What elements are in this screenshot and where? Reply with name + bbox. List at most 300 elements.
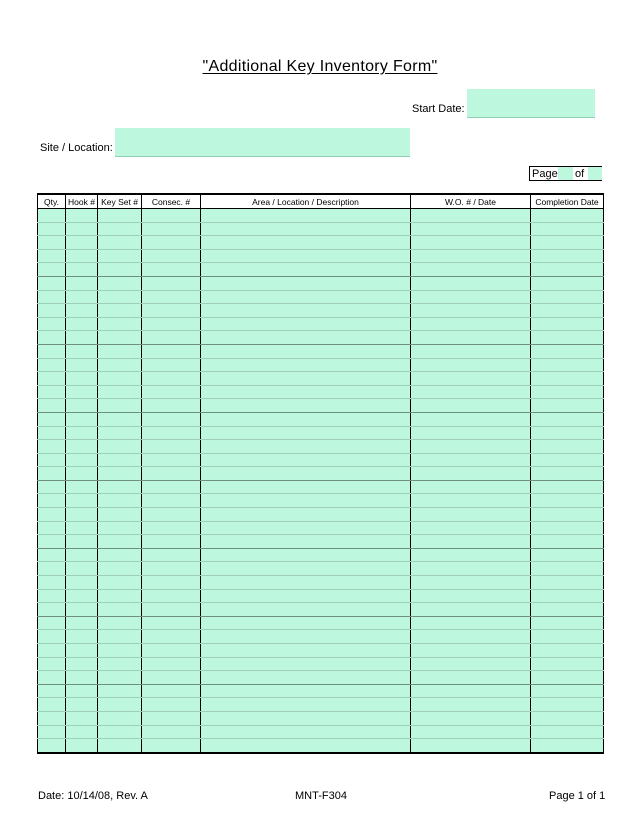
table-cell[interactable] bbox=[531, 671, 604, 685]
table-cell[interactable] bbox=[201, 399, 411, 413]
table-cell[interactable] bbox=[38, 508, 66, 522]
table-cell[interactable] bbox=[98, 372, 142, 386]
table-cell[interactable] bbox=[66, 698, 98, 712]
table-cell[interactable] bbox=[531, 209, 604, 223]
table-cell[interactable] bbox=[38, 589, 66, 603]
table-cell[interactable] bbox=[98, 276, 142, 290]
table-cell[interactable] bbox=[201, 698, 411, 712]
table-cell[interactable] bbox=[201, 480, 411, 494]
table-cell[interactable] bbox=[98, 480, 142, 494]
table-row bbox=[38, 290, 604, 304]
table-cell[interactable] bbox=[66, 399, 98, 413]
table-cell[interactable] bbox=[201, 603, 411, 617]
table-cell[interactable] bbox=[66, 344, 98, 358]
table-cell[interactable] bbox=[98, 440, 142, 454]
table-cell[interactable] bbox=[201, 725, 411, 739]
table-cell[interactable] bbox=[531, 467, 604, 481]
table-cell[interactable] bbox=[38, 426, 66, 440]
table-cell[interactable] bbox=[142, 344, 201, 358]
table-cell[interactable] bbox=[98, 412, 142, 426]
table-cell[interactable] bbox=[142, 644, 201, 658]
table-cell[interactable] bbox=[531, 508, 604, 522]
table-cell[interactable] bbox=[98, 603, 142, 617]
table-cell[interactable] bbox=[201, 412, 411, 426]
table-cell[interactable] bbox=[98, 222, 142, 236]
table-cell[interactable] bbox=[38, 276, 66, 290]
table-cell[interactable] bbox=[142, 480, 201, 494]
table-cell[interactable] bbox=[98, 453, 142, 467]
table-cell[interactable] bbox=[201, 671, 411, 685]
table-cell[interactable] bbox=[411, 249, 531, 263]
table-cell[interactable] bbox=[411, 725, 531, 739]
page-number-field[interactable] bbox=[558, 167, 573, 180]
table-cell[interactable] bbox=[411, 508, 531, 522]
table-cell[interactable] bbox=[38, 739, 66, 753]
table-cell[interactable] bbox=[142, 562, 201, 576]
table-cell[interactable] bbox=[142, 630, 201, 644]
table-cell[interactable] bbox=[411, 358, 531, 372]
table-cell[interactable] bbox=[38, 236, 66, 250]
table-cell[interactable] bbox=[531, 616, 604, 630]
table-cell[interactable] bbox=[66, 603, 98, 617]
table-cell[interactable] bbox=[38, 209, 66, 223]
table-cell[interactable] bbox=[531, 412, 604, 426]
table-cell[interactable] bbox=[142, 739, 201, 753]
table-cell[interactable] bbox=[38, 548, 66, 562]
table-cell[interactable] bbox=[201, 548, 411, 562]
table-cell[interactable] bbox=[66, 562, 98, 576]
table-cell[interactable] bbox=[411, 236, 531, 250]
table-cell[interactable] bbox=[38, 576, 66, 590]
site-location-field[interactable] bbox=[115, 128, 410, 157]
table-cell[interactable] bbox=[531, 317, 604, 331]
table-cell[interactable] bbox=[66, 725, 98, 739]
table-cell[interactable] bbox=[98, 684, 142, 698]
table-cell[interactable] bbox=[38, 562, 66, 576]
table-cell[interactable] bbox=[98, 616, 142, 630]
table-cell[interactable] bbox=[66, 453, 98, 467]
table-cell[interactable] bbox=[142, 331, 201, 345]
table-cell[interactable] bbox=[98, 426, 142, 440]
table-cell[interactable] bbox=[142, 317, 201, 331]
page-indicator bbox=[529, 166, 602, 181]
table-cell[interactable] bbox=[66, 440, 98, 454]
table-cell[interactable] bbox=[531, 589, 604, 603]
table-cell[interactable] bbox=[201, 440, 411, 454]
table-cell[interactable] bbox=[411, 290, 531, 304]
table-cell[interactable] bbox=[411, 276, 531, 290]
table-cell[interactable] bbox=[142, 426, 201, 440]
table-cell[interactable] bbox=[142, 671, 201, 685]
table-cell[interactable] bbox=[38, 494, 66, 508]
table-cell[interactable] bbox=[38, 684, 66, 698]
table-cell[interactable] bbox=[38, 603, 66, 617]
table-cell[interactable] bbox=[38, 644, 66, 658]
table-cell[interactable] bbox=[201, 644, 411, 658]
table-cell[interactable] bbox=[411, 630, 531, 644]
table-cell[interactable] bbox=[38, 358, 66, 372]
table-cell[interactable] bbox=[411, 589, 531, 603]
table-cell[interactable] bbox=[531, 453, 604, 467]
table-cell[interactable] bbox=[411, 344, 531, 358]
table-cell[interactable] bbox=[38, 453, 66, 467]
table-cell[interactable] bbox=[201, 494, 411, 508]
table-cell[interactable] bbox=[142, 372, 201, 386]
table-cell[interactable] bbox=[142, 290, 201, 304]
table-cell[interactable] bbox=[66, 249, 98, 263]
table-cell[interactable] bbox=[98, 399, 142, 413]
table-cell[interactable] bbox=[66, 372, 98, 386]
table-cell[interactable] bbox=[66, 358, 98, 372]
table-cell[interactable] bbox=[142, 725, 201, 739]
table-cell[interactable] bbox=[66, 671, 98, 685]
table-cell[interactable] bbox=[531, 725, 604, 739]
table-cell[interactable] bbox=[66, 711, 98, 725]
table-cell[interactable] bbox=[201, 576, 411, 590]
table-cell[interactable] bbox=[98, 548, 142, 562]
header-hook: Hook # bbox=[66, 194, 98, 209]
table-cell[interactable] bbox=[201, 426, 411, 440]
table-cell[interactable] bbox=[411, 711, 531, 725]
table-cell[interactable] bbox=[201, 508, 411, 522]
table-cell[interactable] bbox=[411, 331, 531, 345]
table-cell[interactable] bbox=[38, 290, 66, 304]
table-cell[interactable] bbox=[66, 521, 98, 535]
table-row bbox=[38, 616, 604, 630]
table-cell[interactable] bbox=[531, 426, 604, 440]
table-cell[interactable] bbox=[411, 480, 531, 494]
table-cell[interactable] bbox=[411, 603, 531, 617]
table-cell[interactable] bbox=[142, 616, 201, 630]
table-cell[interactable] bbox=[142, 263, 201, 277]
table-cell[interactable] bbox=[411, 467, 531, 481]
table-cell[interactable] bbox=[98, 236, 142, 250]
table-cell[interactable] bbox=[142, 276, 201, 290]
table-cell[interactable] bbox=[531, 440, 604, 454]
table-cell[interactable] bbox=[531, 290, 604, 304]
table-cell[interactable] bbox=[38, 535, 66, 549]
table-cell[interactable] bbox=[142, 548, 201, 562]
table-cell[interactable] bbox=[201, 317, 411, 331]
table-cell[interactable] bbox=[66, 576, 98, 590]
table-cell[interactable] bbox=[66, 222, 98, 236]
table-cell[interactable] bbox=[66, 548, 98, 562]
table-cell[interactable] bbox=[38, 331, 66, 345]
table-cell[interactable] bbox=[411, 521, 531, 535]
table-cell[interactable] bbox=[38, 385, 66, 399]
table-cell[interactable] bbox=[142, 440, 201, 454]
table-cell[interactable] bbox=[531, 548, 604, 562]
table-cell[interactable] bbox=[411, 304, 531, 318]
table-cell[interactable] bbox=[66, 535, 98, 549]
table-cell[interactable] bbox=[66, 480, 98, 494]
table-cell[interactable] bbox=[98, 209, 142, 223]
table-cell[interactable] bbox=[98, 739, 142, 753]
table-cell[interactable] bbox=[142, 453, 201, 467]
table-cell[interactable] bbox=[411, 440, 531, 454]
table-cell[interactable] bbox=[142, 249, 201, 263]
table-cell[interactable] bbox=[142, 222, 201, 236]
table-cell[interactable] bbox=[38, 725, 66, 739]
table-cell[interactable] bbox=[201, 616, 411, 630]
table-cell[interactable] bbox=[38, 372, 66, 386]
table-row bbox=[38, 222, 604, 236]
table-cell[interactable] bbox=[531, 385, 604, 399]
table-cell[interactable] bbox=[38, 263, 66, 277]
table-cell[interactable] bbox=[531, 331, 604, 345]
table-cell[interactable] bbox=[531, 304, 604, 318]
table-cell[interactable] bbox=[201, 344, 411, 358]
table-body bbox=[38, 209, 604, 753]
table-row bbox=[38, 548, 604, 562]
table-cell[interactable] bbox=[531, 249, 604, 263]
table-cell[interactable] bbox=[531, 576, 604, 590]
table-cell[interactable] bbox=[66, 304, 98, 318]
table-cell[interactable] bbox=[531, 263, 604, 277]
table-cell[interactable] bbox=[142, 508, 201, 522]
table-row bbox=[38, 508, 604, 522]
header-key-set: Key Set # bbox=[98, 194, 142, 209]
table-cell[interactable] bbox=[411, 209, 531, 223]
table-cell[interactable] bbox=[98, 508, 142, 522]
table-cell[interactable] bbox=[66, 589, 98, 603]
table-cell[interactable] bbox=[411, 548, 531, 562]
table-cell[interactable] bbox=[142, 494, 201, 508]
table-cell[interactable] bbox=[531, 521, 604, 535]
table-cell[interactable] bbox=[38, 344, 66, 358]
table-cell[interactable] bbox=[411, 562, 531, 576]
table-row bbox=[38, 344, 604, 358]
table-cell[interactable] bbox=[201, 263, 411, 277]
table-cell[interactable] bbox=[142, 521, 201, 535]
table-cell[interactable] bbox=[411, 644, 531, 658]
table-cell[interactable] bbox=[98, 494, 142, 508]
table-cell[interactable] bbox=[142, 304, 201, 318]
table-cell[interactable] bbox=[142, 385, 201, 399]
table-cell[interactable] bbox=[66, 684, 98, 698]
table-cell[interactable] bbox=[531, 698, 604, 712]
table-cell[interactable] bbox=[201, 453, 411, 467]
table-cell[interactable] bbox=[142, 698, 201, 712]
table-cell[interactable] bbox=[38, 630, 66, 644]
table-cell[interactable] bbox=[411, 739, 531, 753]
table-cell[interactable] bbox=[38, 480, 66, 494]
table-cell[interactable] bbox=[98, 344, 142, 358]
table-cell[interactable] bbox=[411, 698, 531, 712]
table-cell[interactable] bbox=[66, 412, 98, 426]
table-cell[interactable] bbox=[201, 372, 411, 386]
table-cell[interactable] bbox=[411, 657, 531, 671]
table-cell[interactable] bbox=[66, 494, 98, 508]
table-cell[interactable] bbox=[411, 616, 531, 630]
table-cell[interactable] bbox=[142, 576, 201, 590]
table-cell[interactable] bbox=[98, 290, 142, 304]
table-cell[interactable] bbox=[411, 263, 531, 277]
table-cell[interactable] bbox=[201, 657, 411, 671]
table-cell[interactable] bbox=[38, 657, 66, 671]
table-cell[interactable] bbox=[531, 399, 604, 413]
table-cell[interactable] bbox=[201, 249, 411, 263]
table-cell[interactable] bbox=[201, 535, 411, 549]
table-cell[interactable] bbox=[38, 222, 66, 236]
table-cell[interactable] bbox=[98, 711, 142, 725]
table-cell[interactable] bbox=[38, 467, 66, 481]
table-cell[interactable] bbox=[201, 562, 411, 576]
table-cell[interactable] bbox=[98, 644, 142, 658]
table-cell[interactable] bbox=[66, 236, 98, 250]
table-cell[interactable] bbox=[411, 372, 531, 386]
table-cell[interactable] bbox=[142, 467, 201, 481]
table-cell[interactable] bbox=[66, 630, 98, 644]
table-cell[interactable] bbox=[66, 426, 98, 440]
table-cell[interactable] bbox=[98, 467, 142, 481]
table-cell[interactable] bbox=[66, 331, 98, 345]
table-cell[interactable] bbox=[142, 603, 201, 617]
table-cell[interactable] bbox=[531, 236, 604, 250]
table-cell[interactable] bbox=[98, 317, 142, 331]
table-cell[interactable] bbox=[201, 276, 411, 290]
table-cell[interactable] bbox=[201, 711, 411, 725]
table-row bbox=[38, 589, 604, 603]
table-cell[interactable] bbox=[98, 263, 142, 277]
table-cell[interactable] bbox=[201, 521, 411, 535]
table-cell[interactable] bbox=[98, 671, 142, 685]
table-cell[interactable] bbox=[38, 521, 66, 535]
table-cell[interactable] bbox=[98, 562, 142, 576]
table-cell[interactable] bbox=[98, 535, 142, 549]
table-cell[interactable] bbox=[38, 711, 66, 725]
table-cell[interactable] bbox=[98, 725, 142, 739]
table-cell[interactable] bbox=[38, 671, 66, 685]
table-cell[interactable] bbox=[98, 589, 142, 603]
table-cell[interactable] bbox=[201, 222, 411, 236]
table-cell[interactable] bbox=[142, 399, 201, 413]
table-cell[interactable] bbox=[531, 562, 604, 576]
table-cell[interactable] bbox=[66, 467, 98, 481]
table-cell[interactable] bbox=[38, 317, 66, 331]
table-cell[interactable] bbox=[98, 630, 142, 644]
table-cell[interactable] bbox=[201, 331, 411, 345]
table-cell[interactable] bbox=[142, 535, 201, 549]
table-cell[interactable] bbox=[38, 304, 66, 318]
table-cell[interactable] bbox=[411, 426, 531, 440]
table-cell[interactable] bbox=[142, 589, 201, 603]
table-cell[interactable] bbox=[66, 644, 98, 658]
table-cell[interactable] bbox=[66, 276, 98, 290]
table-cell[interactable] bbox=[411, 576, 531, 590]
page-total-field[interactable] bbox=[588, 167, 602, 180]
table-cell[interactable] bbox=[531, 358, 604, 372]
table-cell[interactable] bbox=[38, 440, 66, 454]
table-cell[interactable] bbox=[531, 630, 604, 644]
table-row bbox=[38, 399, 604, 413]
table-cell[interactable] bbox=[38, 249, 66, 263]
table-cell[interactable] bbox=[66, 385, 98, 399]
table-cell[interactable] bbox=[201, 739, 411, 753]
table-cell[interactable] bbox=[201, 589, 411, 603]
table-cell[interactable] bbox=[411, 535, 531, 549]
table-cell[interactable] bbox=[201, 385, 411, 399]
table-cell[interactable] bbox=[38, 698, 66, 712]
table-cell[interactable] bbox=[66, 657, 98, 671]
table-cell[interactable] bbox=[201, 630, 411, 644]
table-cell[interactable] bbox=[411, 412, 531, 426]
table-cell[interactable] bbox=[201, 684, 411, 698]
table-cell[interactable] bbox=[142, 358, 201, 372]
table-cell[interactable] bbox=[98, 358, 142, 372]
table-cell[interactable] bbox=[38, 399, 66, 413]
table-cell[interactable] bbox=[142, 657, 201, 671]
table-cell[interactable] bbox=[411, 494, 531, 508]
table-row bbox=[38, 453, 604, 467]
table-cell[interactable] bbox=[531, 644, 604, 658]
table-cell[interactable] bbox=[531, 494, 604, 508]
start-date-field[interactable] bbox=[467, 89, 595, 118]
table-cell[interactable] bbox=[531, 684, 604, 698]
table-cell[interactable] bbox=[201, 290, 411, 304]
table-cell[interactable] bbox=[531, 222, 604, 236]
table-cell[interactable] bbox=[531, 276, 604, 290]
table-cell[interactable] bbox=[66, 317, 98, 331]
table-cell[interactable] bbox=[411, 671, 531, 685]
table-cell[interactable] bbox=[142, 412, 201, 426]
table-cell[interactable] bbox=[98, 385, 142, 399]
table-cell[interactable] bbox=[201, 236, 411, 250]
table-cell[interactable] bbox=[531, 603, 604, 617]
table-cell[interactable] bbox=[531, 480, 604, 494]
table-cell[interactable] bbox=[411, 399, 531, 413]
table-cell[interactable] bbox=[201, 209, 411, 223]
table-cell[interactable] bbox=[531, 535, 604, 549]
table-header-row bbox=[38, 194, 604, 209]
table-cell[interactable] bbox=[98, 698, 142, 712]
table-cell[interactable] bbox=[38, 412, 66, 426]
table-cell[interactable] bbox=[142, 209, 201, 223]
table-cell[interactable] bbox=[531, 344, 604, 358]
table-cell[interactable] bbox=[98, 521, 142, 535]
table-row bbox=[38, 440, 604, 454]
table-cell[interactable] bbox=[66, 290, 98, 304]
table-cell[interactable] bbox=[66, 263, 98, 277]
table-cell[interactable] bbox=[142, 236, 201, 250]
table-cell[interactable] bbox=[201, 467, 411, 481]
table-cell[interactable] bbox=[411, 684, 531, 698]
table-cell[interactable] bbox=[411, 222, 531, 236]
table-cell[interactable] bbox=[98, 249, 142, 263]
table-cell[interactable] bbox=[66, 616, 98, 630]
table-cell[interactable] bbox=[531, 739, 604, 753]
table-cell[interactable] bbox=[531, 657, 604, 671]
table-cell[interactable] bbox=[66, 508, 98, 522]
table-cell[interactable] bbox=[411, 317, 531, 331]
footer-form-code: MNT-F304 bbox=[295, 790, 347, 802]
table-cell[interactable] bbox=[98, 657, 142, 671]
table-cell[interactable] bbox=[201, 358, 411, 372]
table-cell[interactable] bbox=[201, 304, 411, 318]
table-cell[interactable] bbox=[531, 372, 604, 386]
table-cell[interactable] bbox=[411, 453, 531, 467]
table-cell[interactable] bbox=[66, 739, 98, 753]
table-cell[interactable] bbox=[142, 711, 201, 725]
table-cell[interactable] bbox=[142, 684, 201, 698]
table-cell[interactable] bbox=[98, 331, 142, 345]
table-cell[interactable] bbox=[98, 304, 142, 318]
table-cell[interactable] bbox=[531, 711, 604, 725]
table-cell[interactable] bbox=[66, 209, 98, 223]
table-cell[interactable] bbox=[98, 576, 142, 590]
table-cell[interactable] bbox=[38, 616, 66, 630]
table-cell[interactable] bbox=[411, 385, 531, 399]
